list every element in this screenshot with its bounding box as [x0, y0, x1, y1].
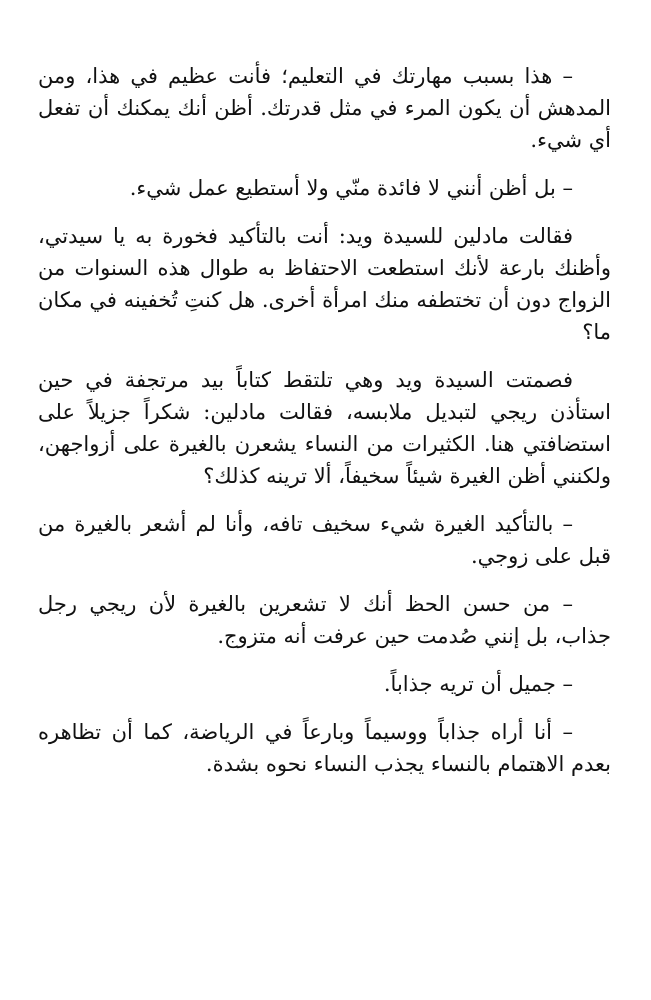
paragraph-2: – بل أظن أنني لا فائدة منّي ولا أستطيع عمل شيء. — [129, 176, 573, 200]
paragraph-1: – هذا بسبب مهارتك في التعليم؛ فأنت عظيم في هذا، ومن المدهش أن يكون المرء في مثل قدرتك. أظن أنك يمكنك أن تفعل أي شيء. — [38, 64, 611, 152]
paragraph-3: فقالت مادلين للسيدة ويد: أنت بالتأكيد فخورة به يا سيدتي، وأظنك بارعة لأنك استطعت الاحتفاظ به طوال هذه السنوات من الزواج دون أن تختطفه منك امرأة أخرى. هل كنتِ تُخفينه في مكان ما؟ — [38, 224, 611, 344]
paragraph-6: – من حسن الحظ أنك لا تشعرين بالغيرة لأن ريجي رجل جذاب، بل إنني صُدمت حين عرفت أنه متزوج. — [38, 592, 611, 648]
paragraph-4: فصمتت السيدة ويد وهي تلتقط كتاباً بيد مرتجفة في حين استأذن ريجي لتبديل ملابسه، فقالت مادلين: شكراً جزيلاً على استضافتي هنا. الكثيرات من النساء يشعرن بالغيرة على أزواجهن، ولكنني أظن الغيرة شيئاً سخيفاً، ألا ترينه كذلك؟ — [38, 368, 611, 488]
paragraph-8: – أنا أراه جذاباً ووسيماً وبارعاً في الرياضة، كما أن تظاهره بعدم الاهتمام بالنساء يجذب النساء نحوه بشدة. — [38, 720, 611, 776]
paragraph-5: – بالتأكيد الغيرة شيء سخيف تافه، وأنا لم أشعر بالغيرة من قبل على زوجي. — [38, 512, 611, 568]
paragraph-7: – جميل أن تريه جذاباً. — [383, 672, 573, 696]
